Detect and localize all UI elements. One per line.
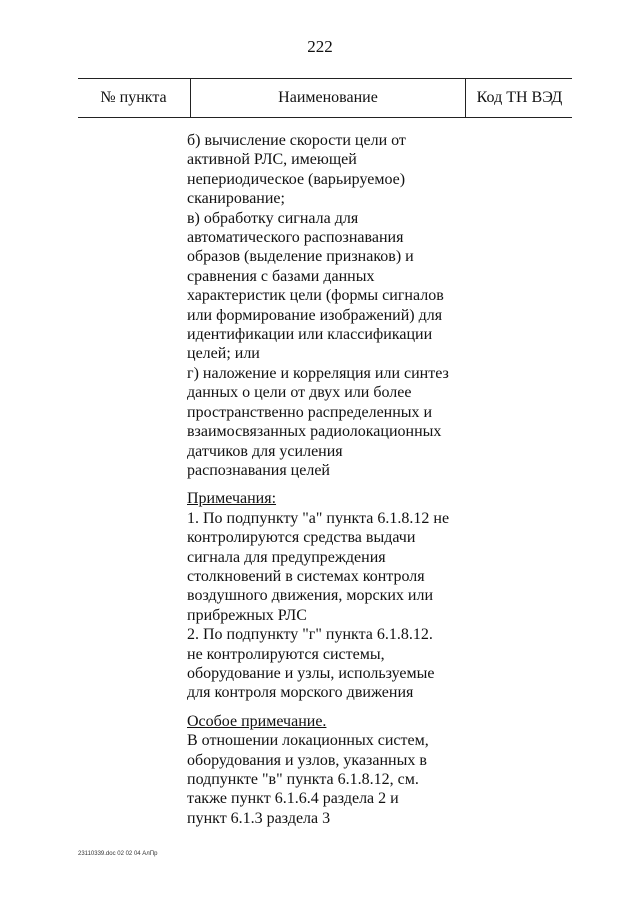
text-line: идентификации или классификации: [187, 326, 433, 344]
text-line: сравнения с базами данных: [187, 267, 375, 285]
text-line: в) обработку сигнала для: [187, 209, 359, 227]
text-line: образов (выделение признаков) и: [187, 248, 414, 266]
body-text: [187, 131, 477, 480]
text-line: б) вычисление скорости цели от: [187, 132, 406, 149]
text-line: или формирование изображений) для: [187, 306, 443, 324]
special-note-line: также пункт 6.1.6.4 раздела 2 и: [187, 790, 399, 808]
text-line: взаимосвязанных радиолокационных: [187, 423, 442, 441]
text-line: датчиков для усиления: [187, 442, 343, 460]
text-line: пространственно распределенных и: [187, 403, 433, 421]
note-line: прибрежных РЛС: [187, 606, 307, 624]
note-line: 1. По подпункту "а" пункта 6.1.8.12 не: [187, 509, 450, 527]
column-header-number: № пункта: [100, 89, 167, 106]
text-line: г) наложение и корреляция или синтез: [187, 364, 449, 382]
column-header-code: Код ТН ВЭД: [465, 79, 573, 117]
text-line: сканирование;: [187, 190, 285, 208]
special-note-section: [187, 712, 477, 828]
text-line: целей; или: [187, 345, 260, 363]
note-line: воздушного движения, морских или: [187, 587, 434, 605]
note-line: 2. По подпункту "г" пункта 6.1.8.12.: [187, 626, 433, 644]
special-note-line: пункт 6.1.3 раздела 3: [187, 809, 331, 827]
text-line: распознавания целей: [187, 461, 330, 479]
notes-heading: Примечания:: [187, 490, 277, 508]
text-line: автоматического распознавания: [187, 229, 404, 247]
special-note-line: оборудования и узлов, указанных в: [187, 751, 427, 769]
special-note-line: В отношении локационных систем,: [187, 732, 429, 750]
note-line: не контролируются системы,: [187, 645, 385, 663]
text-line: непериодическое (варьируемое): [187, 170, 406, 188]
note-line: столкновений в системах контроля: [187, 567, 425, 585]
note-line: сигнала для предупреждения: [187, 548, 386, 566]
column-header-name: Наименование: [190, 79, 465, 117]
notes-section: [187, 489, 477, 702]
note-line: для контроля морского движения: [187, 684, 414, 702]
text-line: данных о цели от двух или более: [187, 384, 412, 402]
note-line: оборудование и узлы, используемые: [187, 664, 435, 682]
table-header: [78, 78, 572, 118]
text-line: характеристик цели (формы сигналов: [187, 287, 444, 305]
note-line: контролируются средства выдачи: [187, 529, 416, 547]
page-number: 222: [307, 37, 333, 56]
special-note-heading: Особое примечание.: [187, 712, 327, 730]
text-line: активной РЛС, имеющей: [187, 151, 357, 169]
document-footer-code: 23110339.doc 02 02 04 АлПр: [78, 851, 158, 857]
item-description: [187, 131, 477, 828]
special-note-line: подпункте "в" пункта 6.1.8.12, см.: [187, 771, 419, 788]
